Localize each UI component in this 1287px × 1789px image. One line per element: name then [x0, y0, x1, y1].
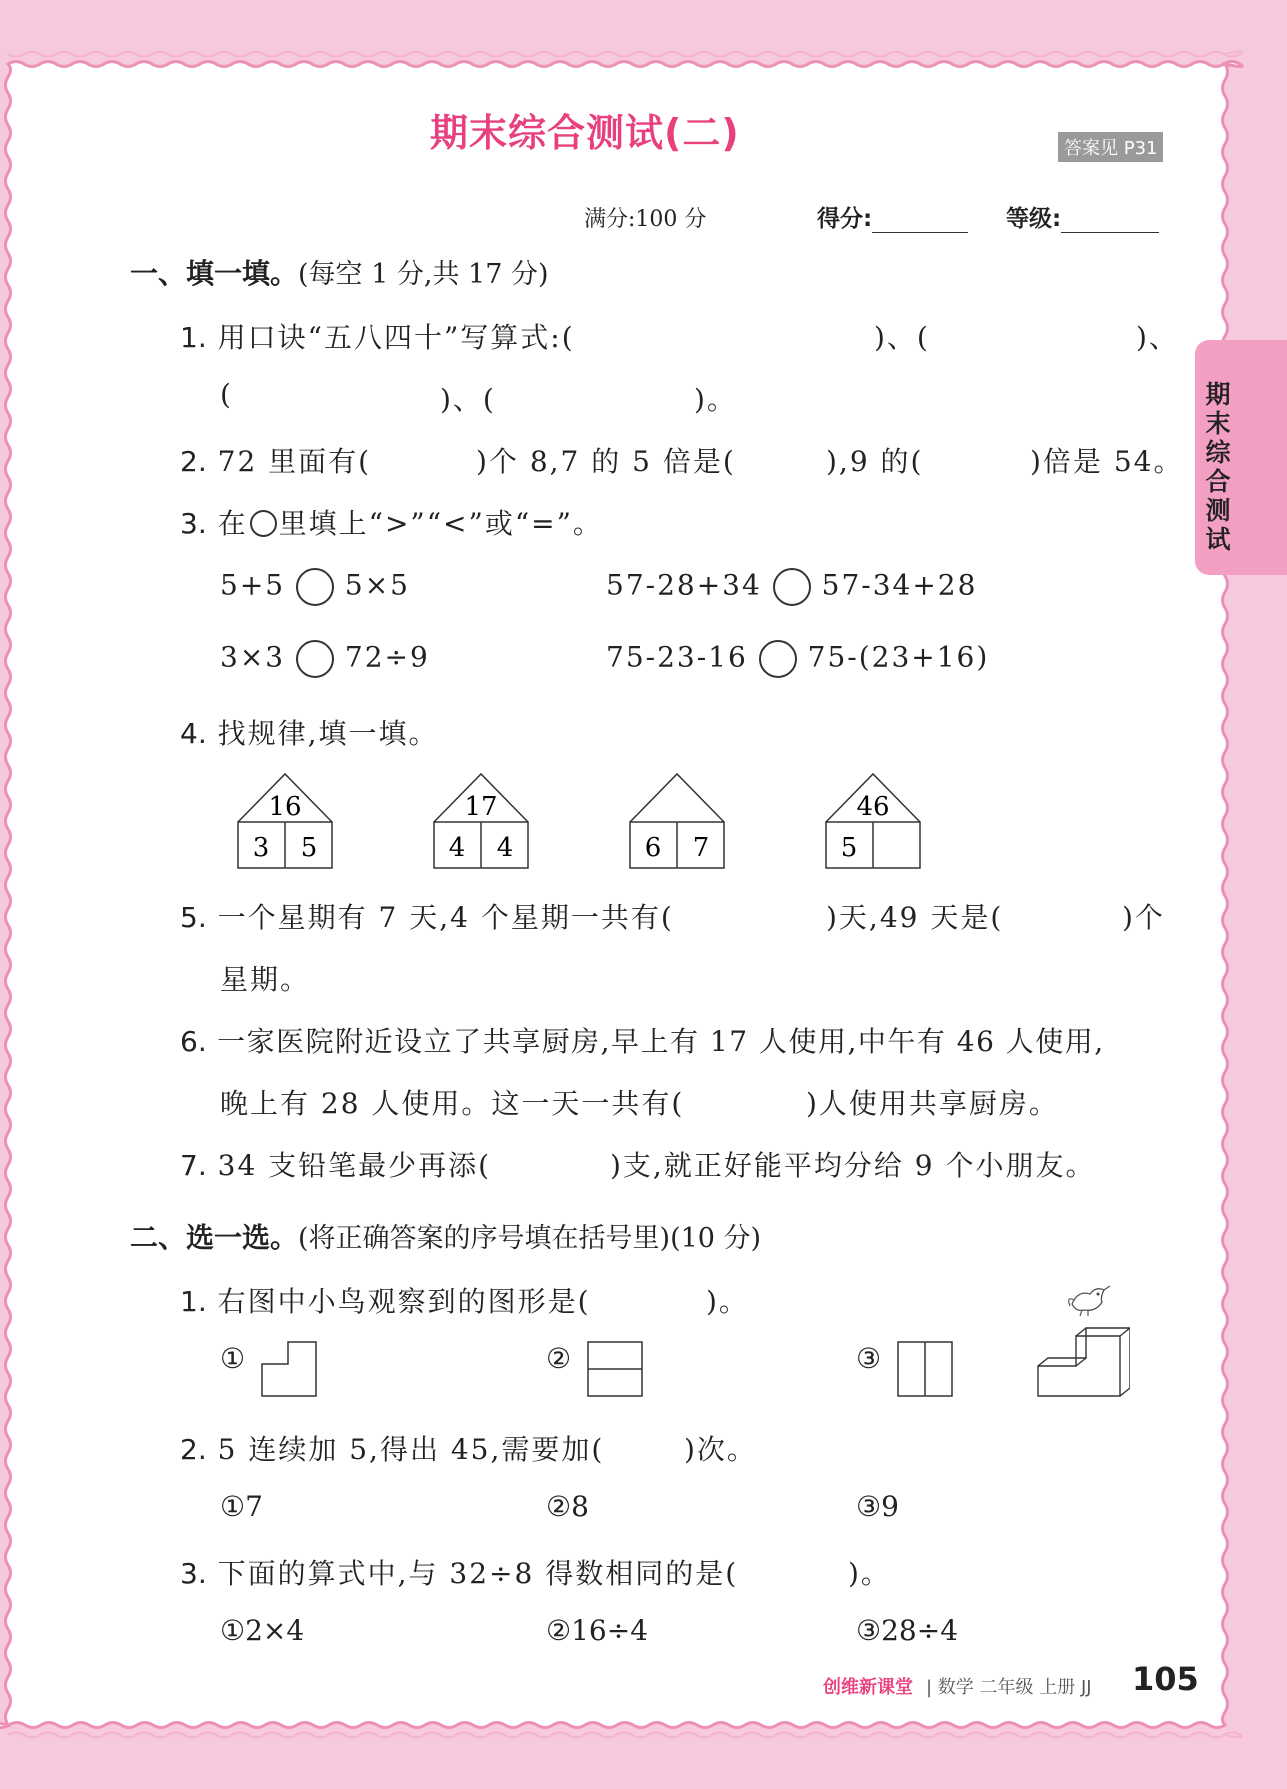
section-2-heading	[130, 1216, 761, 1256]
grade-label: 等级:	[1006, 206, 1062, 232]
book-info: | 数学 二年级 上册 JJ	[926, 1677, 1092, 1698]
number-house-2	[434, 774, 528, 868]
s2-q2-option-3[interactable]: ③9	[856, 1490, 899, 1523]
bird-on-steps-figure	[1030, 1276, 1130, 1406]
grade-blank[interactable]	[1061, 208, 1159, 233]
question-number: 4.	[180, 717, 207, 750]
s1-q2-part2: )个 8,7 的 5 倍是(	[476, 445, 736, 478]
question-number: 2.	[180, 1433, 207, 1466]
s1-q4-text: 找规律,填一填。	[217, 717, 439, 750]
s1-q4	[180, 712, 439, 752]
s1-q1-sep1: )、(	[874, 321, 930, 354]
page-title: 期末综合测试(二)	[430, 111, 740, 155]
s1-q7-part2: )支,就正好能平均分给 9 个小朋友。	[610, 1149, 1096, 1182]
section-1-title: 一、填一填。	[130, 257, 299, 290]
house-left-value: 6	[644, 833, 662, 863]
s1-q6-part2: )人使用共享厨房。	[806, 1087, 1059, 1120]
house-top-value: 17	[464, 792, 498, 822]
compare-circle-blank[interactable]	[296, 640, 334, 678]
s1-q1-line1	[180, 316, 575, 356]
s2-q1-option-1[interactable]: ①	[220, 1342, 246, 1375]
publisher-brand: 创维新课堂	[823, 1677, 913, 1698]
s2-q3-part2: )。	[848, 1557, 891, 1590]
s2-q2	[180, 1428, 604, 1468]
house-right-value: 7	[692, 833, 710, 863]
s1-q5-line2: 星期。	[220, 963, 311, 996]
grade-field[interactable]	[1006, 200, 1159, 233]
bird-icon	[1069, 1286, 1110, 1316]
s1-q1-text: 用口诀“五八四十”写算式:(	[217, 321, 575, 354]
house-left-value: 5	[840, 833, 858, 863]
s2-q1-option-2[interactable]: ②	[546, 1342, 572, 1375]
s1-q2-part1: 72 里面有(	[217, 445, 372, 478]
s2-q1-part2: )。	[706, 1285, 749, 1318]
s1-q3-text-a: 在	[217, 507, 248, 540]
compare-right: 72÷9	[344, 640, 430, 674]
s1-q5-part2: )天,49 天是(	[826, 901, 1004, 934]
s2-q2-part2: )次。	[684, 1433, 757, 1466]
number-house-4	[826, 774, 920, 868]
s1-q1-sep2: )、(	[440, 383, 496, 416]
compare-right: 5×5	[344, 568, 410, 602]
section-1-note: (每空 1 分,共 17 分)	[298, 259, 549, 290]
s1-q6-line1	[180, 1020, 1105, 1060]
compare-row-4	[606, 640, 989, 678]
compare-left: 3×3	[220, 640, 286, 674]
s1-q3	[180, 502, 603, 542]
score-blank[interactable]	[872, 208, 968, 233]
s2-q3-option-3[interactable]: ③28÷4	[856, 1614, 959, 1647]
question-number: 5.	[180, 901, 207, 934]
s2-q3-option-2[interactable]: ②16÷4	[546, 1614, 649, 1647]
question-number: 1.	[180, 321, 207, 354]
s2-q2-part1: 5 连续加 5,得出 45,需要加(	[217, 1433, 605, 1466]
two-side-by-side-rectangles-icon	[896, 1340, 956, 1400]
s2-q2-option-2[interactable]: ②8	[546, 1490, 589, 1523]
compare-right: 57-34+28	[821, 568, 978, 602]
number-house-1	[238, 774, 332, 868]
house-top-value: 16	[268, 792, 302, 822]
s1-q3-text-b: 里填上“>”“<”或“=”。	[278, 507, 603, 540]
s2-q3-part1: 下面的算式中,与 32÷8 得数相同的是(	[217, 1557, 739, 1590]
number-house-3	[630, 774, 724, 868]
compare-left: 5+5	[220, 568, 286, 602]
s2-q3-option-1[interactable]: ①2×4	[220, 1614, 305, 1647]
question-number: 7.	[180, 1149, 207, 1182]
s1-q1-end2: )。	[694, 383, 737, 416]
s1-q7	[180, 1144, 491, 1184]
s1-q1-end1: )、	[1136, 321, 1179, 354]
circle-icon	[250, 510, 277, 537]
compare-row-1	[220, 568, 410, 606]
two-stacked-rectangles-icon	[586, 1340, 646, 1400]
full-score-label: 满分:100 分	[584, 207, 707, 232]
section-2-title: 二、选一选。	[130, 1221, 299, 1254]
score-label: 得分:	[817, 206, 873, 232]
house-left-value: 3	[252, 833, 270, 863]
section-1-heading	[130, 252, 549, 292]
compare-left: 75-23-16	[606, 640, 748, 674]
house-right-value: 4	[496, 833, 514, 863]
s1-q2	[180, 440, 371, 480]
steps-solid-icon	[1038, 1328, 1130, 1396]
compare-row-2	[606, 568, 977, 606]
s1-q6-part1: 晚上有 28 人使用。这一天一共有(	[220, 1087, 685, 1120]
s1-q5-part3: )个	[1122, 901, 1165, 934]
page-number: 105	[1132, 1660, 1199, 1698]
s1-q7-part1: 34 支铅笔最少再添(	[217, 1149, 492, 1182]
compare-circle-blank[interactable]	[759, 640, 797, 678]
compare-circle-blank[interactable]	[773, 568, 811, 606]
s1-q5	[180, 896, 674, 936]
s1-q1-line2-open: (	[220, 378, 233, 411]
s1-q2-part3: ),9 的(	[826, 445, 924, 478]
house-right-value: 5	[300, 833, 318, 863]
question-number: 6.	[180, 1025, 207, 1058]
compare-right: 75-(23+16)	[807, 640, 990, 674]
score-field[interactable]	[817, 200, 968, 233]
s1-q2-part4: )倍是 54。	[1030, 445, 1184, 478]
s2-q1-part1: 右图中小鸟观察到的图形是(	[217, 1285, 591, 1318]
s2-q3	[180, 1552, 738, 1592]
question-number: 2.	[180, 445, 207, 478]
l-shape-figure-icon	[260, 1340, 320, 1400]
question-number: 3.	[180, 1557, 207, 1590]
compare-row-3	[220, 640, 430, 678]
s2-q1	[180, 1280, 591, 1320]
answer-reference-badge: 答案见 P31	[1058, 132, 1163, 162]
number-houses	[230, 770, 950, 875]
question-number: 3.	[180, 507, 207, 540]
s1-q6-text: 一家医院附近设立了共享厨房,早上有 17 人使用,中午有 46 人使用,	[217, 1025, 1105, 1058]
compare-left: 57-28+34	[606, 568, 762, 602]
s1-q5-part1: 一个星期有 7 天,4 个星期一共有(	[217, 901, 674, 934]
house-left-value: 4	[448, 833, 466, 863]
section-2-note: (将正确答案的序号填在括号里)(10 分)	[298, 1223, 762, 1254]
s2-q2-option-1[interactable]: ①7	[220, 1490, 263, 1523]
chapter-side-tab-label: 期末综合测试	[1205, 380, 1231, 554]
compare-circle-blank[interactable]	[296, 568, 334, 606]
house-top-value: 46	[856, 792, 890, 822]
question-number: 1.	[180, 1285, 207, 1318]
s2-q1-option-3[interactable]: ③	[856, 1342, 882, 1375]
